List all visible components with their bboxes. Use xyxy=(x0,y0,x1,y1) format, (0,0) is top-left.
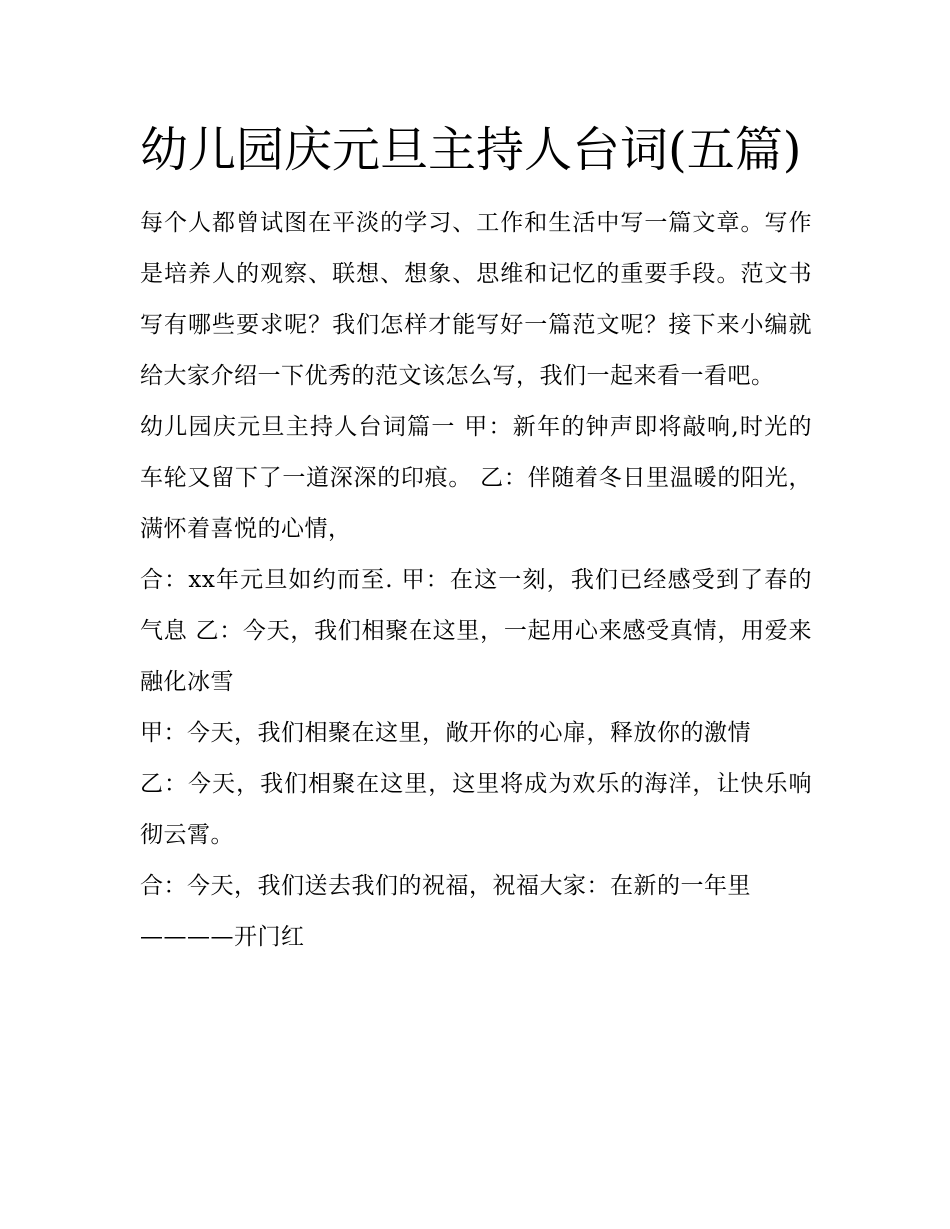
document-title: 幼儿园庆元旦主持人台词(五篇) xyxy=(140,122,802,178)
body-paragraph: 幼儿园庆元旦主持人台词篇一 甲：新年的钟声即将敲响,时光的车轮又留下了一道深深的印痕。 乙：伴随着冬日里温暖的阳光，满怀着喜悦的心情， xyxy=(140,414,812,542)
body-paragraph: 甲：今天，我们相聚在这里，敞开你的心扉，释放你的激情 xyxy=(140,720,751,746)
body-paragraph: 合：xx年元旦如约而至. 甲：在这一刻，我们已经感受到了春的气息 乙：今天，我们相聚在这里，一起用心来感受真情，用爱来融化冰雪 xyxy=(140,567,812,695)
body-paragraph: 合：今天，我们送去我们的祝福，祝福大家：在新的一年里 xyxy=(140,873,751,899)
body-paragraph: 乙：今天，我们相聚在这里，这里将成为欢乐的海洋，让快乐响彻云霄。 xyxy=(140,771,812,848)
intro-paragraph: 每个人都曾试图在平淡的学习、工作和生活中写一篇文章。写作是培养人的观察、联想、想象、思维和记忆的重要手段。范文书写有哪些要求呢？我们怎样才能写好一篇范文呢？接下来小编就给大家介绍一下优秀的范文该怎么写，我们一起来看一看吧。 xyxy=(140,210,812,389)
body-paragraph: ————开门红 xyxy=(140,924,305,950)
document-page xyxy=(140,118,812,963)
